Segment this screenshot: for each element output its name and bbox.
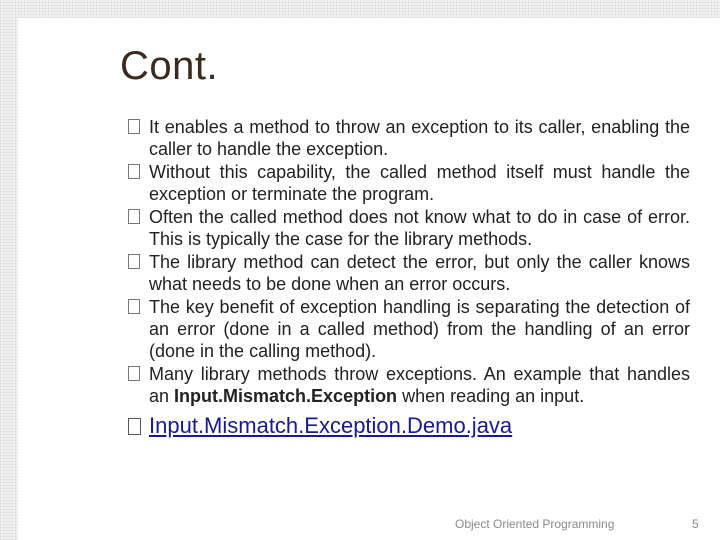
demo-link-item [128, 413, 690, 439]
bullet-item [128, 251, 690, 295]
page-number: 5 [692, 517, 699, 531]
bullet-text: It enables a method to throw an exception to its caller, enabling the caller to handle the exception. [149, 117, 690, 159]
bullet-box-icon [128, 164, 140, 179]
demo-file-link[interactable]: Input.Mismatch.Exception.Demo.java [149, 413, 513, 438]
bullet-list [128, 116, 690, 439]
bullet-text-bold: Input.Mismatch.Exception [174, 386, 398, 406]
bullet-item [128, 116, 690, 160]
bullet-box-icon [128, 299, 140, 314]
bullet-item [128, 206, 690, 250]
decorative-top-band [18, 0, 720, 18]
bullet-item [128, 296, 690, 362]
footer-text: Object Oriented Programming [455, 517, 615, 531]
bullet-text: Without this capability, the called method itself must handle the exception or terminate the program. [149, 162, 690, 204]
bullet-item [128, 161, 690, 205]
slide-title: Cont. [120, 44, 219, 88]
bullet-text-before: Many library methods throw exceptions. An example that handles an [149, 364, 690, 406]
bullet-text: Often the called method does not know what to do in case of error. This is typically the case for the library methods. [149, 207, 690, 249]
decorative-left-band [0, 0, 18, 540]
bullet-text: The library method can detect the error, but only the caller knows what needs to be done when an error occurs. [149, 252, 690, 294]
bullet-text-after: when reading an input. [397, 386, 585, 406]
bullet-box-icon [128, 254, 140, 269]
bullet-box-icon [128, 119, 140, 134]
bullet-item [128, 363, 690, 407]
bullet-box-icon [128, 209, 140, 224]
bullet-box-icon [128, 366, 140, 381]
bullet-text: The key benefit of exception handling is separating the detection of an error (done in a called method) from the handling of an error (done in the calling method). [149, 297, 690, 361]
bullet-box-icon [128, 418, 141, 435]
